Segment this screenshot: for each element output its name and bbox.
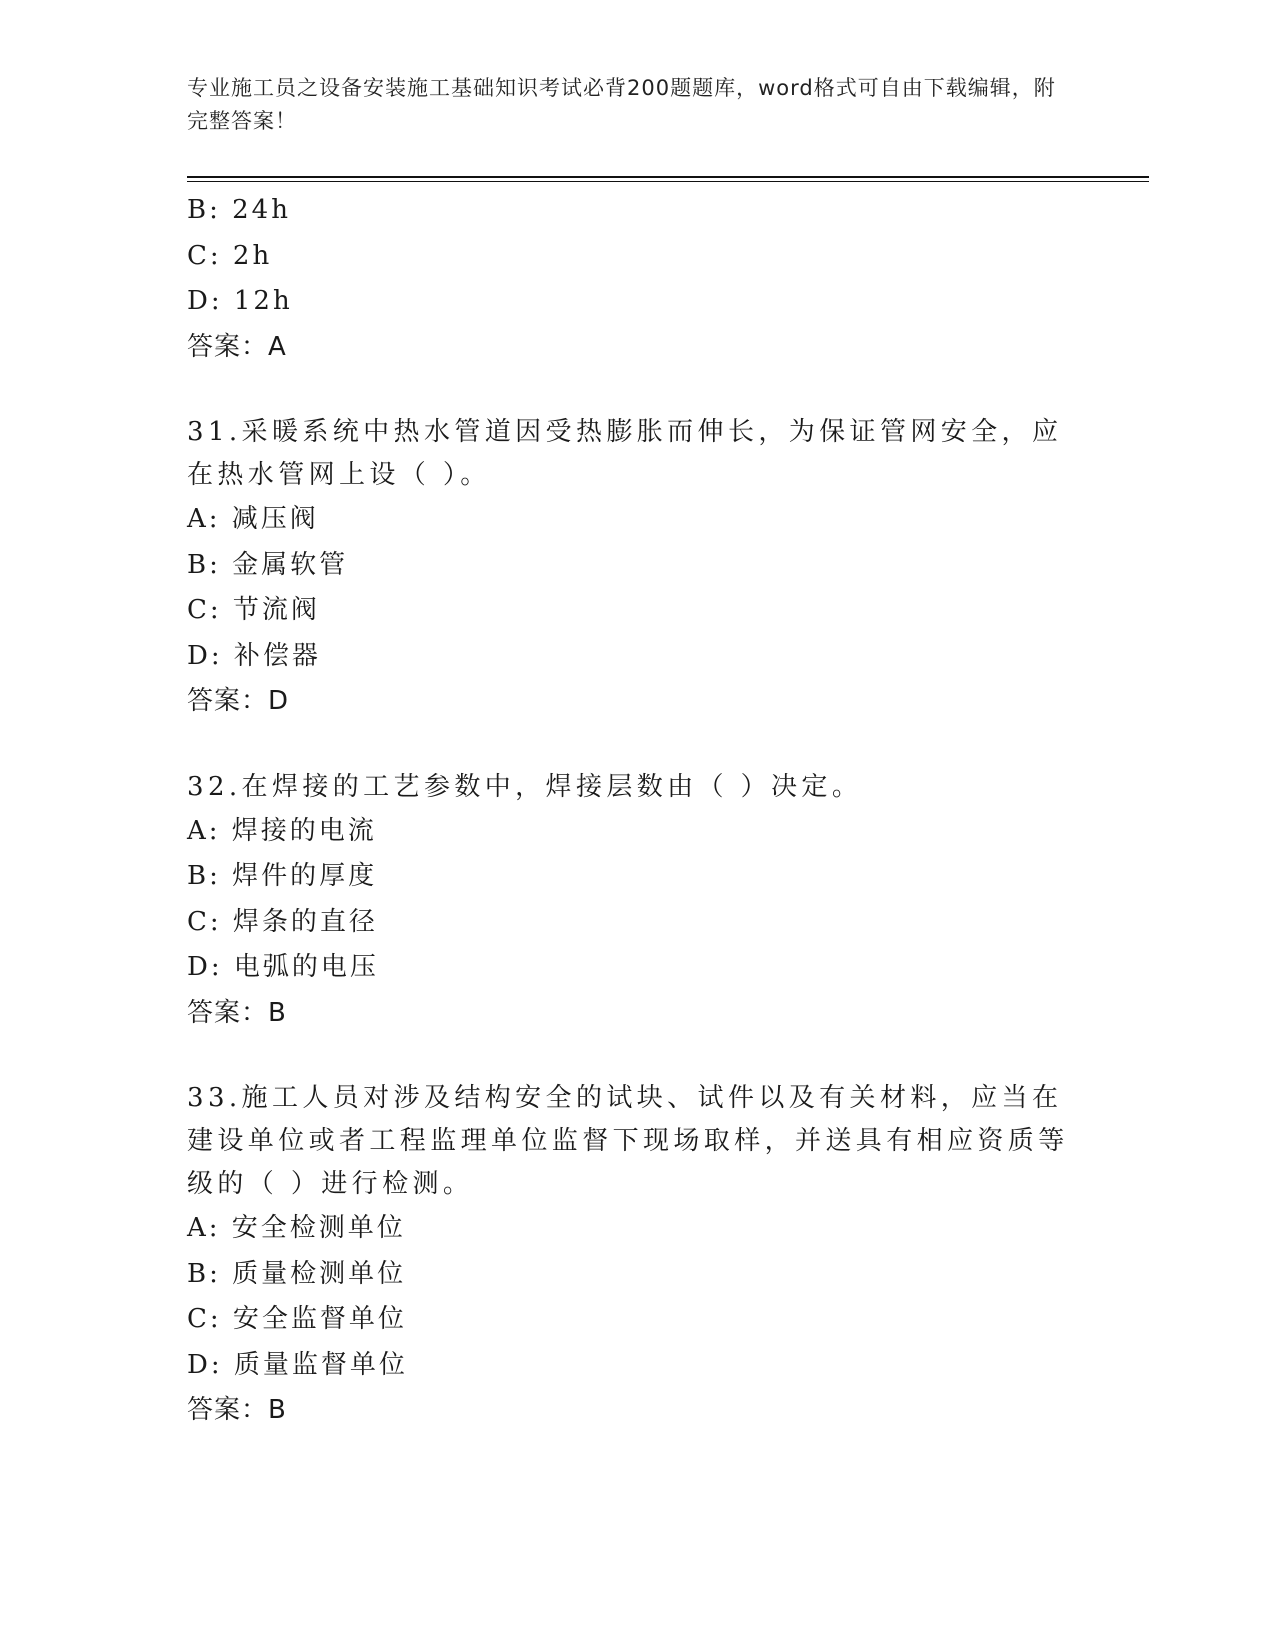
option-c: C: 安全监督单位 (187, 1304, 407, 1334)
question-text: 31.采暖系统中热水管道因受热膨胀而伸长，为保证管网安全，应在热水管网上设（ ）。 (187, 417, 1063, 490)
option-c: C: 焊条的直径 (187, 906, 378, 937)
option-c: C: 2h (187, 240, 273, 271)
header-rule-thick (187, 176, 1149, 178)
option-d: D: 质量监督单位 (187, 1349, 408, 1380)
answer-line: 答案：D (187, 686, 290, 716)
question-block-32 (187, 766, 1087, 1037)
option-b: B: 焊件的厚度 (187, 861, 378, 891)
answer-line: 答案：A (187, 331, 287, 362)
option-b: B: 24h (187, 195, 291, 225)
document-header: 专业施工员之设备安装施工基础知识考试必背200题题库，word格式可自由下载编辑，附完整答案！ (187, 76, 1056, 133)
question-text: 33.施工人员对涉及结构安全的试块、试件以及有关材料，应当在建设单位或者工程监理单位监督下现场取样，并送具有相应资质等级的（ ）进行检测。 (187, 1083, 1069, 1199)
option-b: B: 金属软管 (187, 549, 349, 580)
answer-line: 答案：B (187, 1395, 287, 1425)
option-c: C: 节流阀 (187, 595, 320, 625)
option-a: A: 焊接的电流 (187, 815, 377, 846)
question-block-33 (187, 1077, 1087, 1434)
document-body (187, 188, 1087, 1434)
question-block-31 (187, 411, 1087, 725)
option-b: B: 质量检测单位 (187, 1258, 407, 1289)
option-d: D: 补偿器 (187, 640, 321, 671)
option-d: D: 电弧的电压 (187, 952, 379, 982)
question-text: 32.在焊接的工艺参数中，焊接层数由（ ）决定。 (187, 771, 863, 802)
option-a: A: 减压阀 (187, 504, 319, 534)
option-a: A: 安全检测单位 (187, 1213, 406, 1243)
prev-question-block (187, 188, 1087, 370)
header-rule-thin (187, 181, 1149, 182)
option-d: D: 12h (187, 286, 293, 316)
answer-line: 答案：B (187, 997, 287, 1028)
